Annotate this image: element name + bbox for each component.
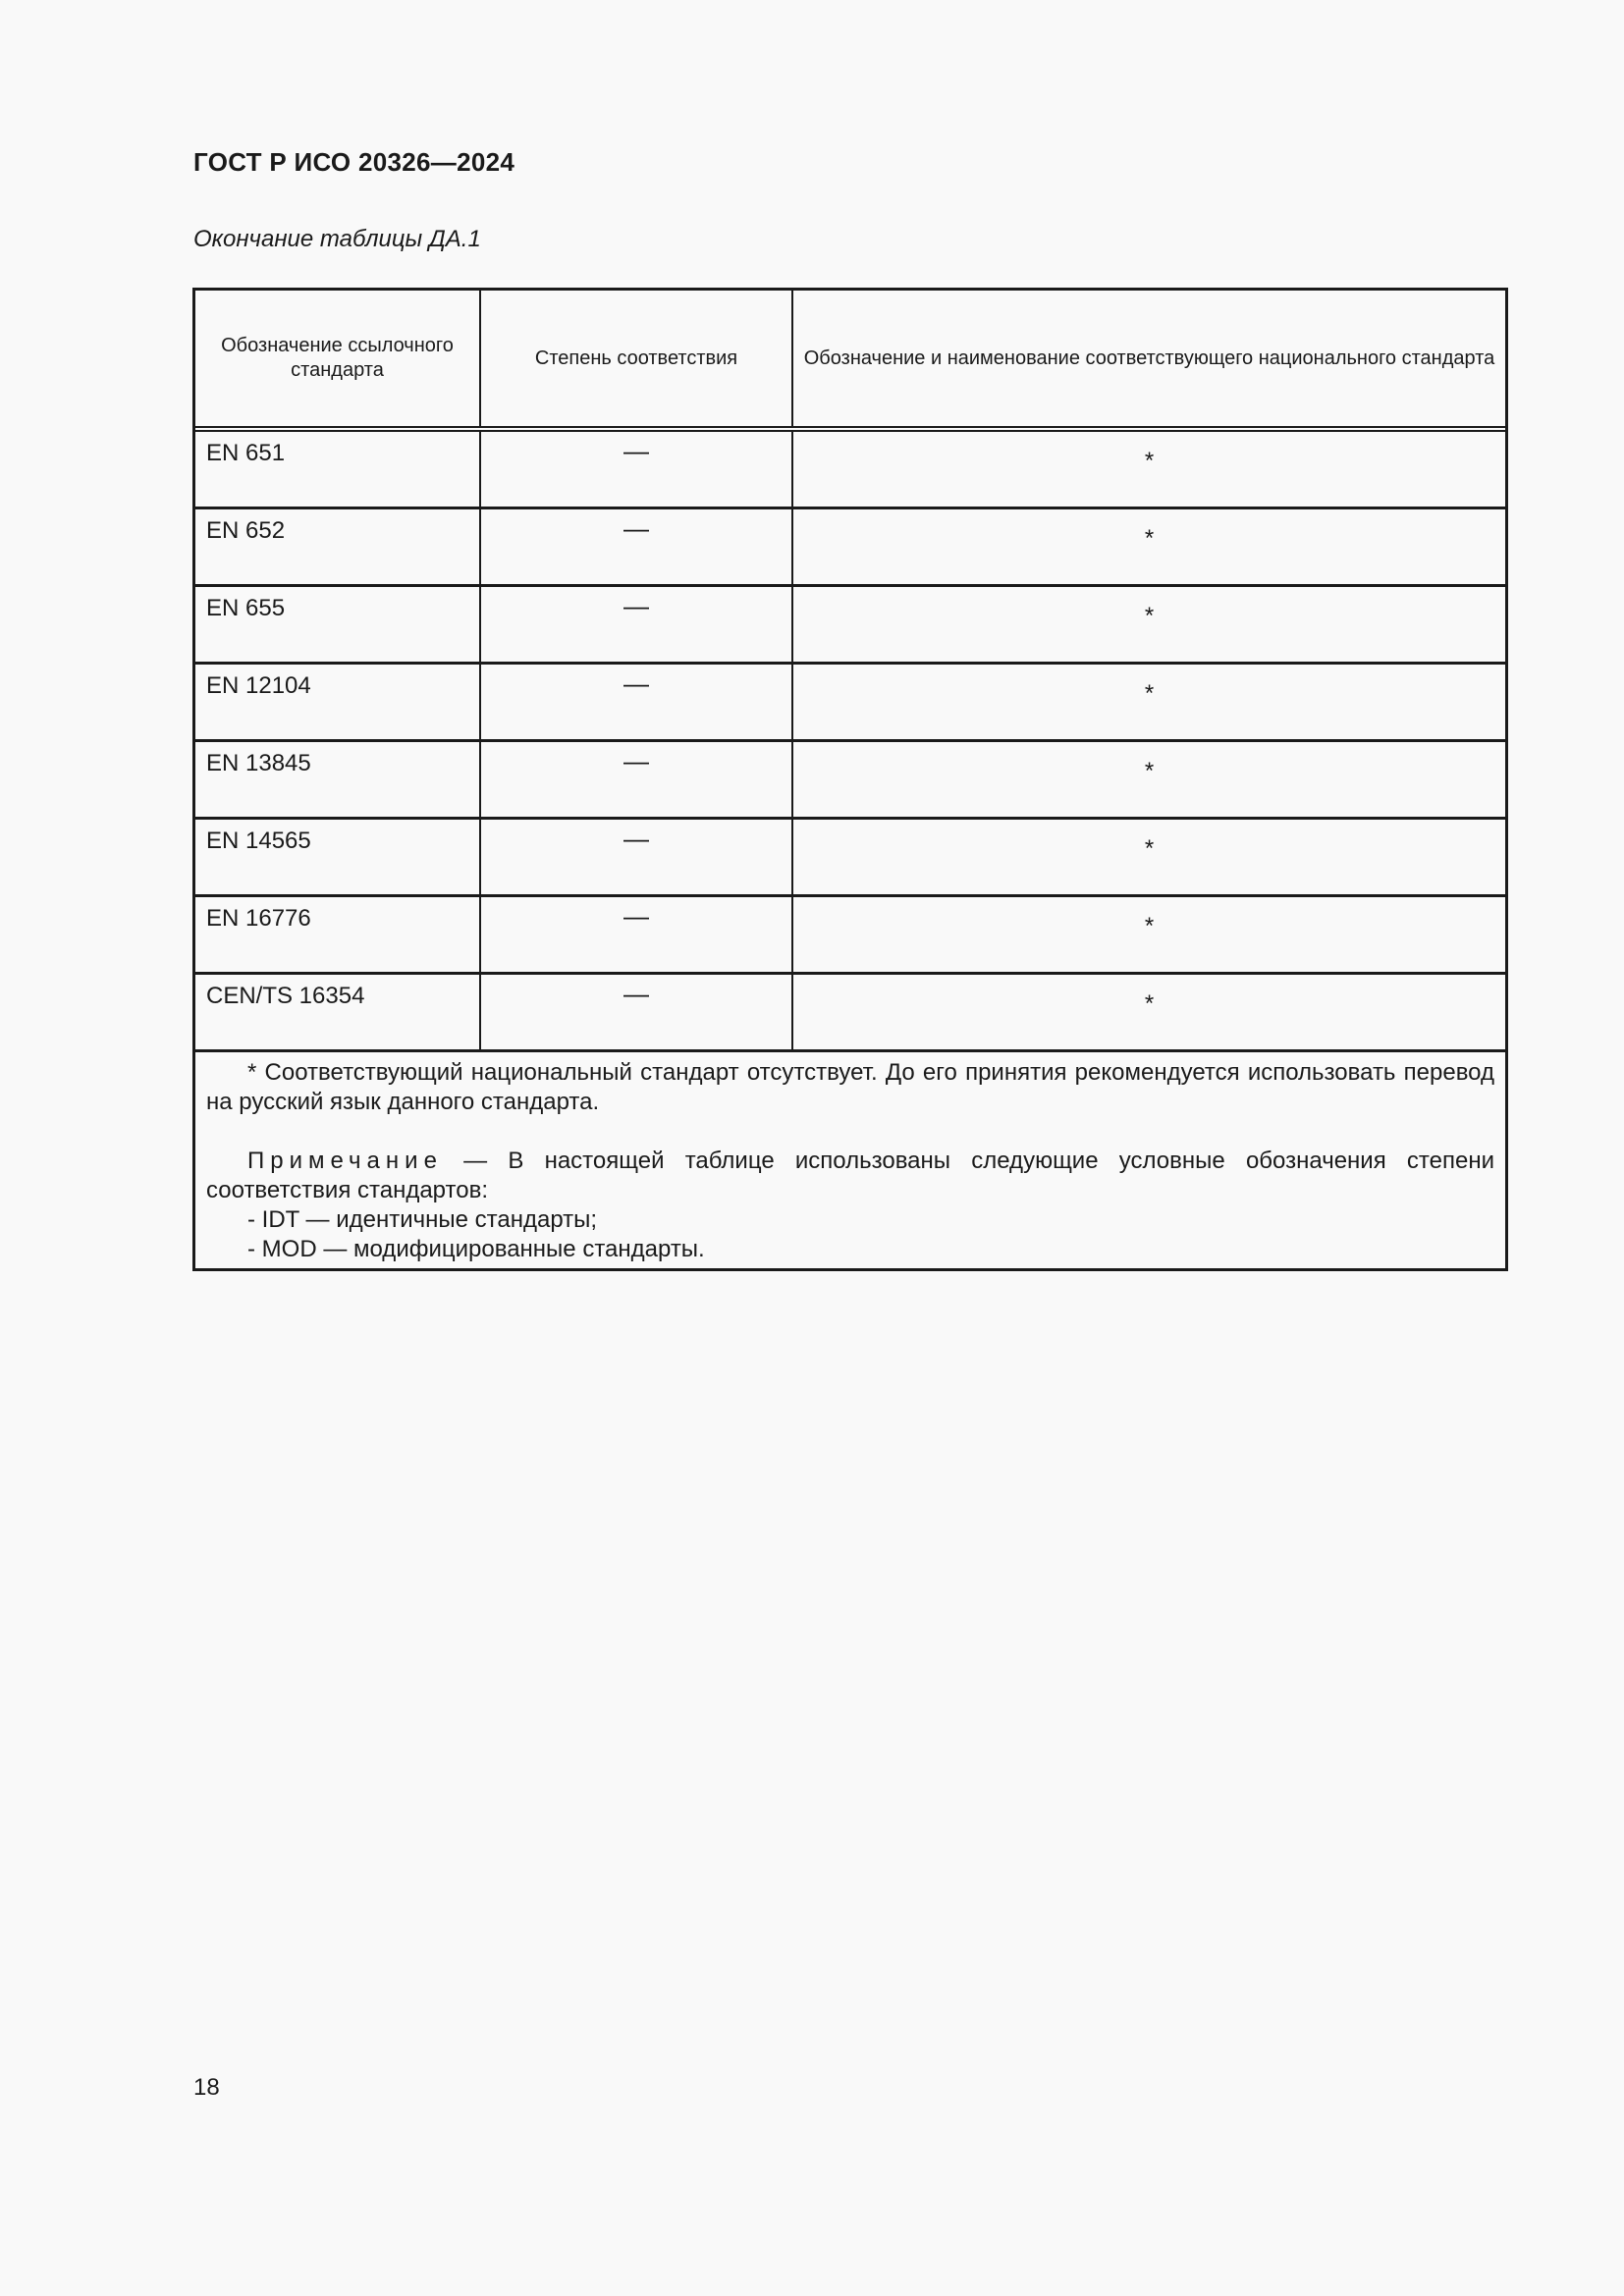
table-row	[195, 429, 1505, 508]
cell-reference: EN 13845	[195, 741, 480, 819]
cell-degree: —	[480, 429, 792, 508]
cell-degree: —	[480, 741, 792, 819]
table-notes	[195, 1052, 1505, 1268]
table-row	[195, 741, 1505, 819]
table-header-row	[195, 291, 1505, 429]
table-footnote: * Соответствующий национальный стандарт отсутствует. До его принятия рекомендуется использовать перевод на русский язык данного стандарта.	[206, 1059, 1494, 1115]
cell-national: *	[792, 741, 1505, 819]
cell-degree: —	[480, 896, 792, 974]
cell-degree: —	[480, 664, 792, 741]
cell-reference: CEN/TS 16354	[195, 974, 480, 1051]
cell-national: *	[792, 974, 1505, 1051]
document-code: ГОСТ Р ИСО 20326—2024	[193, 147, 515, 177]
note-label: Примечание	[247, 1148, 443, 1174]
column-header-reference: Обозначение ссылочного стандарта	[195, 291, 480, 429]
table-note	[206, 1147, 1494, 1205]
column-header-degree: Степень соответствия	[480, 291, 792, 429]
table-row	[195, 974, 1505, 1051]
cell-national: *	[792, 508, 1505, 586]
cell-reference: EN 14565	[195, 819, 480, 896]
table-row	[195, 896, 1505, 974]
cell-reference: EN 652	[195, 508, 480, 586]
conformity-table	[192, 288, 1508, 1271]
note-text: — В настоящей таблице использованы следующие условные обозначения степени соответствия стандартов:	[206, 1148, 1494, 1203]
table-row	[195, 664, 1505, 741]
cell-national: *	[792, 586, 1505, 664]
cell-degree: —	[480, 508, 792, 586]
cell-reference: EN 16776	[195, 896, 480, 974]
cell-national: *	[792, 429, 1505, 508]
cell-national: *	[792, 664, 1505, 741]
page-number: 18	[193, 2074, 220, 2101]
column-header-national: Обозначение и наименование соответствующего национального стандарта	[792, 291, 1505, 429]
note-list	[206, 1205, 1494, 1264]
table-caption: Окончание таблицы ДА.1	[193, 226, 481, 252]
note-list-item: - IDT — идентичные стандарты;	[247, 1206, 598, 1233]
cell-reference: EN 655	[195, 586, 480, 664]
cell-national: *	[792, 819, 1505, 896]
table-row	[195, 819, 1505, 896]
cell-reference: EN 651	[195, 429, 480, 508]
cell-degree: —	[480, 819, 792, 896]
cell-reference: EN 12104	[195, 664, 480, 741]
note-list-item: - MOD — модифицированные стандарты.	[247, 1236, 705, 1262]
cell-national: *	[792, 896, 1505, 974]
table-row	[195, 508, 1505, 586]
table-row	[195, 586, 1505, 664]
cell-degree: —	[480, 586, 792, 664]
cell-degree: —	[480, 974, 792, 1051]
